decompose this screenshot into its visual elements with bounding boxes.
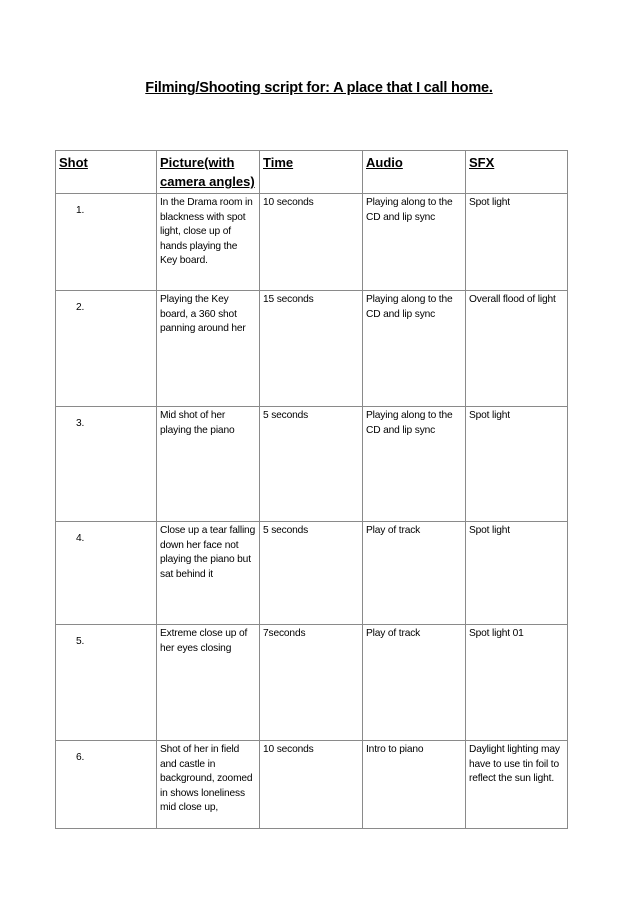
shot-cell	[56, 194, 157, 291]
sfx-cell: Spot light	[466, 407, 568, 522]
sfx-cell: Spot light 01	[466, 625, 568, 741]
picture-cell: Shot of her in field and castle in background, zoomed in shows loneliness mid close up,	[157, 741, 260, 829]
time-cell: 10 seconds	[260, 741, 363, 829]
audio-cell: Play of track	[363, 625, 466, 741]
picture-cell: Mid shot of her playing the piano	[157, 407, 260, 522]
shot-number: 6.	[76, 752, 85, 763]
sfx-cell: Daylight lighting may have to use tin foil to reflect the sun light.	[466, 741, 568, 829]
time-cell: 5 seconds	[260, 407, 363, 522]
shot-number: 2.	[76, 302, 85, 313]
shot-number: 1.	[76, 205, 85, 216]
header-picture: Picture(with camera angles)	[157, 151, 260, 194]
shooting-script-table	[55, 150, 568, 829]
table-row	[56, 291, 568, 407]
audio-cell: Play of track	[363, 522, 466, 625]
picture-cell: Playing the Key board, a 360 shot panning around her	[157, 291, 260, 407]
table-row	[56, 741, 568, 829]
shot-number: 3.	[76, 418, 85, 429]
picture-cell: In the Drama room in blackness with spot light, close up of hands playing the Key board.	[157, 194, 260, 291]
table-row	[56, 194, 568, 291]
sfx-cell: Spot light	[466, 194, 568, 291]
picture-cell: Extreme close up of her eyes closing	[157, 625, 260, 741]
time-cell: 15 seconds	[260, 291, 363, 407]
table-row	[56, 522, 568, 625]
page-title: Filming/Shooting script for: A place that I call home.	[145, 80, 493, 96]
shot-number: 4.	[76, 533, 85, 544]
header-sfx: SFX	[466, 151, 568, 194]
shot-cell	[56, 522, 157, 625]
audio-cell: Playing along to the CD and lip sync	[363, 291, 466, 407]
time-cell: 5 seconds	[260, 522, 363, 625]
shot-cell	[56, 407, 157, 522]
shot-number: 5.	[76, 636, 85, 647]
time-cell: 10 seconds	[260, 194, 363, 291]
sfx-cell: Spot light	[466, 522, 568, 625]
header-time: Time	[260, 151, 363, 194]
header-audio: Audio	[363, 151, 466, 194]
picture-cell: Close up a tear falling down her face not playing the piano but sat behind it	[157, 522, 260, 625]
sfx-cell: Overall flood of light	[466, 291, 568, 407]
table-row	[56, 407, 568, 522]
audio-cell: Playing along to the CD and lip sync	[363, 194, 466, 291]
header-shot: Shot	[56, 151, 157, 194]
table-header-row	[56, 151, 568, 194]
shot-cell	[56, 625, 157, 741]
table-row	[56, 625, 568, 741]
time-cell: 7seconds	[260, 625, 363, 741]
audio-cell: Playing along to the CD and lip sync	[363, 407, 466, 522]
shot-cell	[56, 741, 157, 829]
shot-cell	[56, 291, 157, 407]
audio-cell: Intro to piano	[363, 741, 466, 829]
